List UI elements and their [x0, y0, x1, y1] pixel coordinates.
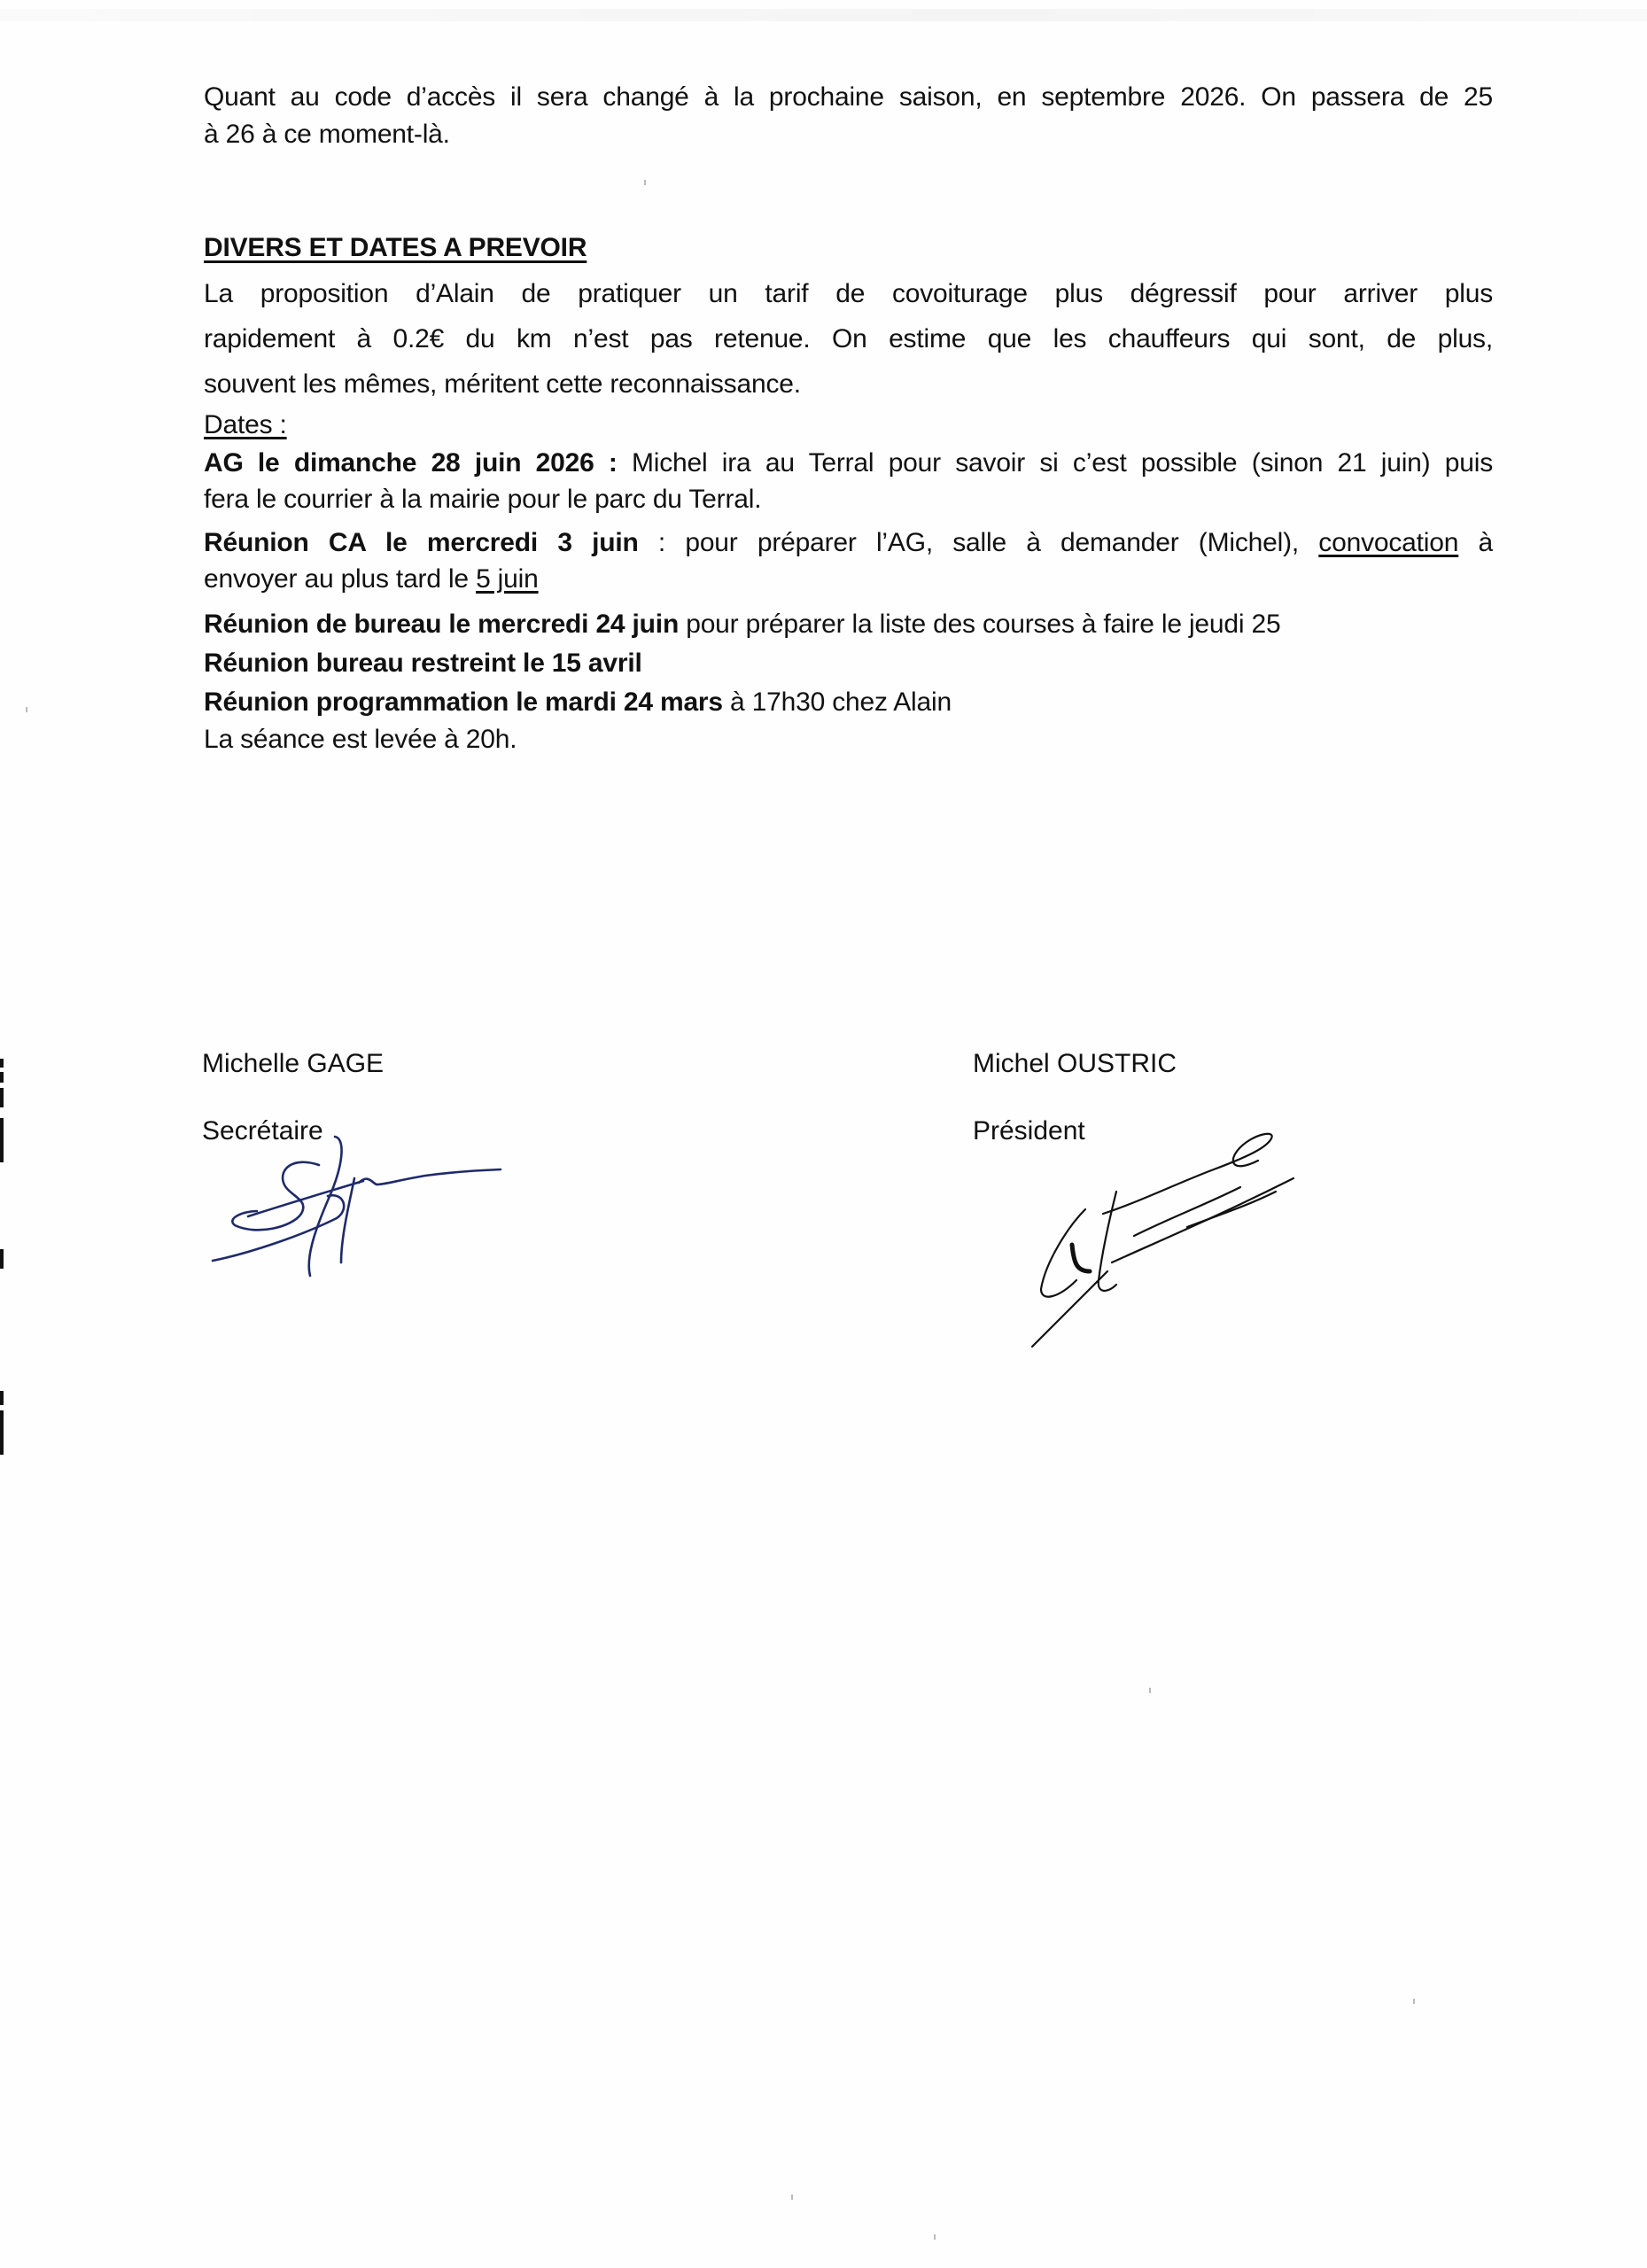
president-role: Président [973, 1116, 1085, 1146]
signature-stroke [1041, 1209, 1085, 1297]
date-item-title: Réunion programmation le mardi 24 mars [204, 687, 723, 717]
scan-speck [791, 2194, 793, 2200]
secretary-role: Secrétaire [202, 1116, 323, 1146]
date-item-text: à 17h30 chez Alain [722, 687, 952, 717]
date-item-title: Réunion bureau restreint le 15 avril [204, 649, 642, 678]
paragraph-line-1: La proposition d’Alain de pratiquer un tarif de covoiturage plus dégressif pour arriver plus [204, 279, 1493, 308]
scan-edge-mark [0, 1072, 4, 1083]
scan-edge-mark [0, 1088, 4, 1107]
date-item-bureau-restreint [204, 648, 642, 680]
scan-speck [1149, 1688, 1151, 1693]
scan-edge-mark [0, 1249, 4, 1269]
scan-edge-mark [0, 1059, 4, 1068]
date-item-ca-continuation [204, 563, 539, 595]
signature-stroke [359, 1169, 501, 1184]
scan-artifact-top [0, 9, 1647, 21]
signature-stroke [248, 1181, 363, 1216]
date-item-text-after: à [1458, 528, 1493, 557]
scan-edge-mark [0, 1410, 4, 1455]
intro-line-1: Quant au code d’accès il sera changé à la prochaine saison, en septembre 2026. On passera de 25 [204, 82, 1493, 112]
scan-speck [644, 180, 646, 185]
date-item-programmation [204, 687, 952, 718]
scan-edge-mark [0, 1391, 4, 1405]
scan-speck [1413, 1999, 1415, 2004]
secretary-name: Michelle GAGE [202, 1049, 385, 1078]
underlined-word: convocation [1318, 528, 1459, 557]
date-item-ag-continuation: fera le courrier à la mairie pour le parc du Terral. [204, 485, 762, 514]
date-item-title: Réunion de bureau le mercredi 24 juin [204, 610, 680, 639]
dates-label: Dates : [204, 410, 287, 439]
signature-stroke [1072, 1245, 1090, 1271]
paragraph-line-2: rapidement à 0.2€ du km n’est pas retenue. On estime que les chauffeurs qui sont, de plus, [204, 324, 1493, 353]
date-item-ca [204, 527, 1493, 559]
date-item-title: AG le dimanche 28 juin 2026 : [204, 448, 618, 478]
date-item-ag [204, 447, 1493, 479]
date-item-title: Réunion CA le mercredi 3 juin [204, 528, 639, 557]
closing-line: La séance est levée à 20h. [204, 725, 517, 754]
secretary-signature [195, 1130, 514, 1289]
signature-stroke [1032, 1271, 1107, 1347]
date-item-text: pour préparer la liste des courses à faire le jeudi 25 [679, 610, 1281, 639]
underlined-date: 5 juin [476, 564, 539, 594]
intro-line-2: à 26 à ce moment-là. [204, 120, 450, 149]
paragraph-line-3: souvent les mêmes, méritent cette reconnaissance. [204, 369, 801, 399]
date-item-bureau [204, 609, 1280, 641]
signature-stroke [232, 1162, 319, 1231]
section-heading: DIVERS ET DATES A PREVOIR [204, 233, 587, 262]
president-signature [1028, 1130, 1329, 1360]
scan-speck [934, 2234, 936, 2240]
date-item-text: : pour préparer l’AG, salle à demander (Michel), [638, 528, 1319, 557]
date-item-text: Michel ira au Terral pour savoir si c’est possible (sinon 21 juin) puis [617, 448, 1493, 478]
signature-stroke [309, 1137, 342, 1276]
signature-stroke [341, 1178, 354, 1262]
scan-edge-mark [0, 1118, 4, 1162]
president-name: Michel OUSTRIC [973, 1049, 1177, 1078]
signature-stroke [1099, 1192, 1116, 1291]
continuation-text: envoyer au plus tard le [204, 564, 477, 594]
scan-speck [26, 707, 27, 712]
